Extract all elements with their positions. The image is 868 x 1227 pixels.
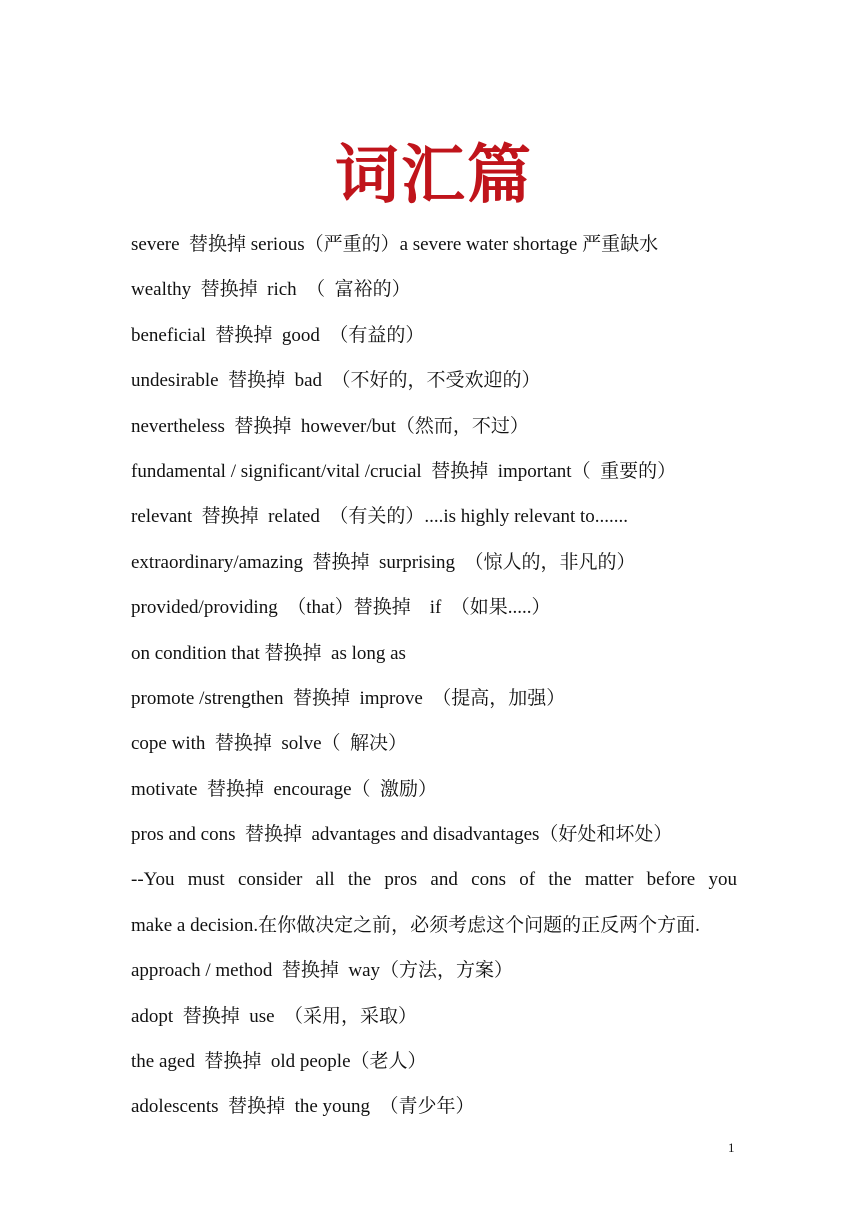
vocabulary-line: motivate 替换掉 encourage（ 激励） [131, 778, 438, 800]
vocabulary-line: severe 替换掉 serious（严重的）a severe water shortage 严重缺水 [131, 234, 659, 255]
vocabulary-line: nevertheless 替换掉 however/but（然而，不过） [131, 415, 529, 437]
vocabulary-list [131, 222, 737, 1130]
vocabulary-line: on condition that 替换掉 as long as [131, 642, 406, 664]
vocabulary-line: promote /strengthen 替换掉 improve （提高，加强） [131, 687, 566, 709]
example-sentence-line: make a decision.在你做决定之前，必须考虑这个问题的正反两个方面. [131, 914, 700, 936]
vocabulary-line: relevant 替换掉 related （有关的）....is highly relevant to....... [131, 506, 629, 528]
vocabulary-line: pros and cons 替换掉 advantages and disadvantages（好处和坏处） [131, 824, 673, 846]
vocabulary-line: undesirable 替换掉 bad （不好的，不受欢迎的） [131, 370, 541, 392]
vocabulary-line: approach / method 替换掉 way（方法，方案） [131, 960, 514, 982]
vocabulary-line: adopt 替换掉 use （采用，采取） [131, 1005, 418, 1027]
vocabulary-line: provided/providing （that）替换掉 if （如果.....） [131, 597, 551, 619]
example-sentence-line: --You must consider all the pros and cons of the matter before you [131, 869, 737, 891]
vocabulary-line: the aged 替换掉 old people（老人） [131, 1051, 427, 1073]
vocabulary-line: beneficial 替换掉 good （有益的） [131, 324, 425, 346]
page-number: 1 [728, 1140, 735, 1155]
vocabulary-line: cope with 替换掉 solve（ 解决） [131, 733, 408, 755]
vocabulary-line: extraordinary/amazing 替换掉 surprising （惊人的，非凡的） [131, 551, 636, 573]
page-title: 词汇篇 [335, 138, 533, 213]
vocabulary-line: wealthy 替换掉 rich （ 富裕的） [131, 279, 411, 301]
vocabulary-line: adolescents 替换掉 the young （青少年） [131, 1096, 475, 1118]
vocabulary-line: fundamental / significant/vital /crucial 替换掉 important（ 重要的） [131, 460, 677, 482]
